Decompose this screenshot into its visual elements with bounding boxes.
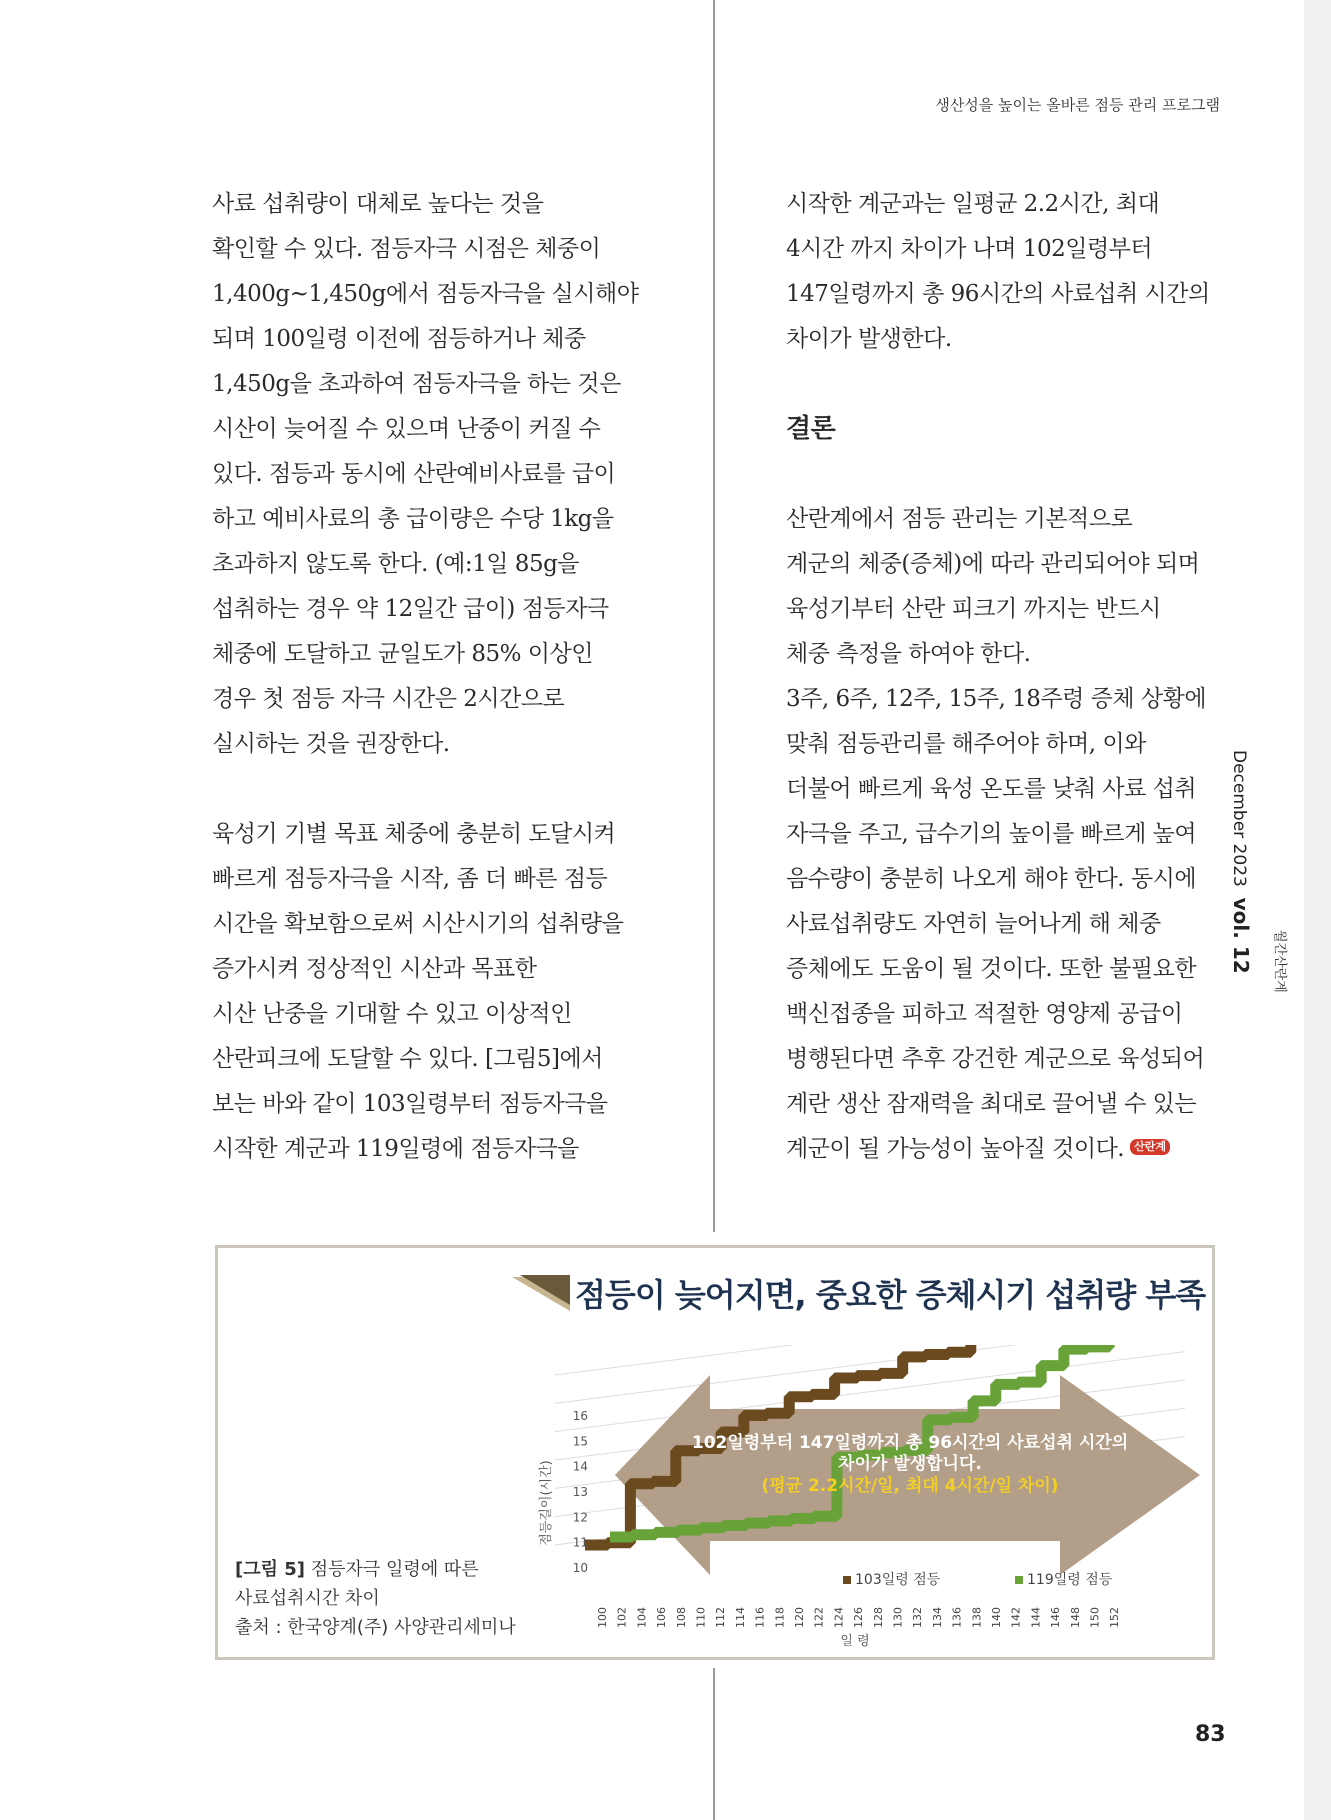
x-tick-label: 130 <box>891 1607 905 1628</box>
text-line: 확인할 수 있다. 점등자극 시점은 체중이 <box>212 236 601 262</box>
legend-swatch-119 <box>1015 1576 1023 1584</box>
side-month-year: December 2023 <box>1229 750 1249 887</box>
text-line: 육성기 기별 목표 체중에 충분히 도달시켜 <box>212 821 616 847</box>
x-axis-ticks <box>596 1607 1121 1628</box>
x-tick-label: 104 <box>635 1607 649 1628</box>
x-tick-label: 128 <box>871 1607 885 1628</box>
x-tick-label: 116 <box>753 1607 767 1628</box>
left-paragraph-2 <box>212 812 638 1172</box>
y-tick-label: 11 <box>572 1535 588 1550</box>
text-line: 경우 첫 점등 자극 시간은 2시간으로 <box>212 686 565 712</box>
x-tick-label: 106 <box>655 1607 669 1628</box>
y-tick-label: 16 <box>572 1409 588 1423</box>
x-tick-label: 150 <box>1088 1607 1102 1628</box>
caption-text: 점등자극 일령에 따른 <box>310 1559 479 1580</box>
figure-title: 점등이 늦어지면, 중요한 증체시기 섭취량 부족 <box>575 1276 1206 1314</box>
text-line: 1,450g을 초과하여 점등자극을 하는 것은 <box>212 371 621 397</box>
x-axis-label: 일 령 <box>840 1634 870 1649</box>
y-tick-label: 14 <box>572 1459 588 1474</box>
y-tick-label: 13 <box>572 1485 588 1499</box>
text-line: 체중에 도달하고 균일도가 85% 이상인 <box>212 641 593 667</box>
x-tick-label: 126 <box>852 1607 866 1628</box>
x-tick-label: 118 <box>773 1607 787 1628</box>
title-ribbon-icon <box>512 1275 572 1313</box>
x-tick-label: 100 <box>596 1607 609 1628</box>
page-number: 83 <box>1195 1722 1226 1747</box>
column-divider-top <box>713 0 715 1232</box>
text-line: 백신접종을 피하고 적절한 영양제 공급이 <box>786 1001 1183 1027</box>
running-head: 생산성을 높이는 올바른 점등 관리 프로그램 <box>935 96 1220 114</box>
x-tick-label: 132 <box>911 1607 925 1628</box>
text-line: 보는 바와 같이 103일령부터 점등자극을 <box>212 1091 608 1117</box>
x-tick-label: 140 <box>990 1607 1003 1628</box>
text-line: 증가시켜 정상적인 시산과 목표한 <box>212 956 537 982</box>
text-line: 산란계에서 점등 관리는 기본적으로 <box>786 506 1133 532</box>
right-column <box>786 182 1210 1172</box>
y-axis-label: 점등길이(시간) <box>539 1460 554 1546</box>
text-line: 맞춰 점등관리를 해주어야 하며, 이와 <box>786 731 1146 757</box>
y-tick-label: 15 <box>572 1434 588 1449</box>
side-volume: vol. 12 <box>1229 897 1253 974</box>
side-issue-label <box>1229 750 1253 974</box>
conclusion-heading: 결론 <box>786 414 836 444</box>
x-tick-label: 138 <box>970 1607 984 1628</box>
text-line: 산란피크에 도달할 수 있다. [그림5]에서 <box>212 1046 603 1072</box>
legend-label-119: 119일령 점등 <box>1027 1572 1113 1588</box>
y-tick-label: 10 <box>572 1561 588 1575</box>
caption-text-2: 사료섭취시간 차이 <box>235 1588 380 1609</box>
text-line: 실시하는 것을 권장한다. <box>212 731 450 757</box>
text-line: 되며 100일령 이전에 점등하거나 체중 <box>212 326 586 352</box>
x-tick-label: 146 <box>1049 1607 1063 1628</box>
side-magazine-name: 월간산란계 <box>1272 930 1287 993</box>
y-tick-label: 12 <box>572 1510 588 1525</box>
difference-arrow <box>615 1375 1200 1575</box>
text-line: 차이가 발생한다. <box>786 326 952 352</box>
text-line: 섭취하는 경우 약 12일간 급이) 점등자극 <box>212 596 609 622</box>
text-line: 147일령까지 총 96시간의 사료섭취 시간의 <box>786 281 1210 307</box>
text-line: 사료섭취량도 자연히 늘어나게 해 체중 <box>786 911 1161 937</box>
text-line: 있다. 점등과 동시에 산란예비사료를 급이 <box>212 461 616 487</box>
caption-label: [그림 5] <box>235 1559 306 1580</box>
x-tick-label: 102 <box>615 1607 629 1628</box>
x-tick-label: 142 <box>1009 1607 1023 1628</box>
side-tab <box>1304 0 1331 1820</box>
caption-source: 출처 : 한국양계(주) 사양관리세미나 <box>235 1617 516 1638</box>
x-tick-label: 134 <box>930 1607 944 1628</box>
text-line: 빠르게 점등자극을 시작, 좀 더 빠른 점등 <box>212 866 608 892</box>
x-tick-label: 124 <box>832 1607 846 1628</box>
text-line: 계란 생산 잠재력을 최대로 끌어낼 수 있는 <box>786 1091 1197 1117</box>
text-line: 3주, 6주, 12주, 15주, 18주령 증체 상황에 <box>786 686 1207 712</box>
x-tick-label: 108 <box>674 1607 688 1628</box>
legend-swatch-103 <box>843 1576 851 1584</box>
x-tick-label: 122 <box>812 1607 826 1628</box>
lighting-chart <box>520 1345 1210 1655</box>
arrow-text-3: (평균 2.2시간/일, 최대 4시간/일 차이) <box>761 1476 1059 1496</box>
x-tick-label: 148 <box>1068 1607 1082 1628</box>
x-tick-label: 114 <box>733 1607 747 1628</box>
x-tick-label: 144 <box>1029 1607 1043 1628</box>
x-tick-label: 152 <box>1108 1607 1122 1628</box>
text-line: 계군의 체중(증체)에 따라 관리되어야 되며 <box>786 551 1200 577</box>
x-tick-label: 136 <box>950 1607 964 1628</box>
text-line: 증체에도 도움이 될 것이다. 또한 불필요한 <box>786 956 1197 982</box>
arrow-text-1: 102일령부터 147일령까지 총 96시간의 사료섭취 시간의 <box>691 1433 1129 1453</box>
text-line: 체중 측정을 하여야 한다. <box>786 641 1031 667</box>
left-paragraph-1 <box>212 182 638 767</box>
text-line: 4시간 까지 차이가 나며 102일령부터 <box>786 236 1153 262</box>
text-line: 시산 난중을 기대할 수 있고 이상적인 <box>212 1001 572 1027</box>
text-line: 시작한 계군과 119일령에 점등자극을 <box>212 1136 579 1162</box>
x-tick-label: 110 <box>694 1607 708 1628</box>
right-last-line: 계군이 될 가능성이 높아질 것이다. 산란계 <box>786 1127 1210 1172</box>
figure-caption <box>235 1555 516 1642</box>
text-line: 시산이 늦어질 수 있으며 난중이 커질 수 <box>212 416 601 442</box>
legend <box>843 1571 1113 1588</box>
text-line: 음수량이 충분히 나오게 해야 한다. 동시에 <box>786 866 1197 892</box>
legend-label-103: 103일령 점등 <box>855 1572 941 1588</box>
column-divider-bottom <box>713 1668 715 1820</box>
text-line: 시작한 계군과는 일평균 2.2시간, 최대 <box>786 191 1160 217</box>
text-line: 병행된다면 추후 강건한 계군으로 육성되어 <box>786 1046 1205 1072</box>
text-line: 초과하지 않도록 한다. (예:1일 85g을 <box>212 551 580 577</box>
right-paragraph-body <box>786 497 1210 1127</box>
left-column <box>212 182 638 1172</box>
text-line: 하고 예비사료의 총 급이량은 수당 1kg을 <box>212 506 614 532</box>
text-line: 시간을 확보함으로써 시산시기의 섭취량을 <box>212 911 624 937</box>
x-tick-label: 112 <box>714 1607 728 1628</box>
text-line: 1,400g~1,450g에서 점등자극을 실시해야 <box>212 281 639 307</box>
text-line: 자극을 주고, 급수기의 높이를 빠르게 높여 <box>786 821 1197 847</box>
x-tick-label: 120 <box>793 1607 806 1628</box>
text-line: 육성기부터 산란 피크기 까지는 반드시 <box>786 596 1161 622</box>
text-line: 더불어 빠르게 육성 온도를 낮춰 사료 섭취 <box>786 776 1197 802</box>
right-paragraph-intro <box>786 182 1210 362</box>
magazine-logo-badge: 산란계 <box>1130 1139 1170 1155</box>
text-line: 사료 섭취량이 대체로 높다는 것을 <box>212 191 544 217</box>
arrow-text-2: 차이가 발생합니다. <box>838 1454 982 1474</box>
